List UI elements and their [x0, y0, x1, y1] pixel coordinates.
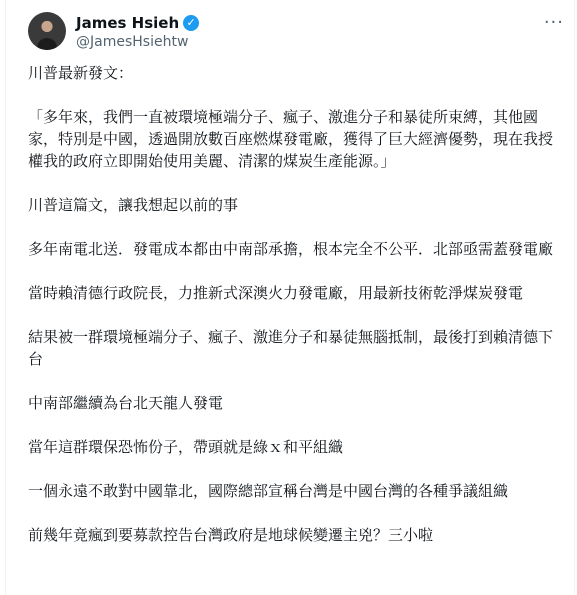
user-handle[interactable]: @JamesHsiehtw	[76, 34, 189, 50]
tweet-paragraph: 多年南電北送．發電成本都由中南部承擔，根本完全不公平．北部亟需蓋發電廠	[28, 240, 554, 258]
tweet-paragraph: 當年這群環保恐怖份子，帶頭就是綠ｘ和平組織	[28, 438, 344, 456]
display-name[interactable]: James Hsieh	[76, 14, 180, 32]
tweet-card	[5, 0, 575, 595]
tweet-paragraph: 川普這篇文，讓我想起以前的事	[28, 196, 239, 214]
avatar[interactable]	[28, 12, 66, 50]
tweet-paragraph: 前幾年竟瘋到要募款控告台灣政府是地球候變遷主兇？三小啦	[28, 526, 434, 544]
more-options-icon[interactable]: ···	[543, 12, 564, 33]
tweet-header	[28, 10, 568, 54]
tweet-paragraph: 「多年來，我們一直被環境極端分子、瘋子、激進分子和暴徒所束縛，其他國家，特別是中國，透過開放數百座燃煤發電廠，獲得了巨大經濟優勢，現在我授權我的政府立即開始使用美麗、清潔的煤炭生產能源。」	[28, 108, 554, 170]
tweet-paragraph: 川普最新發文：	[28, 64, 134, 82]
name-row	[76, 14, 199, 32]
tweet-paragraph: 中南部繼續為台北天龍人發電	[28, 394, 224, 412]
verified-badge-icon: ✓	[183, 15, 199, 31]
tweet-paragraph: 結果被一群環境極端分子、瘋子、激進分子和暴徒無腦抵制，最後打到賴清德下台	[28, 328, 554, 368]
tweet-paragraph: 當時賴清德行政院長，力推新式深澳火力發電廠，用最新技術乾淨煤炭發電	[28, 284, 524, 302]
tweet-paragraph: 一個永遠不敢對中國靠北，國際總部宣稱台灣是中國台灣的各種爭議組織	[28, 482, 509, 500]
tweet-text	[28, 62, 564, 568]
